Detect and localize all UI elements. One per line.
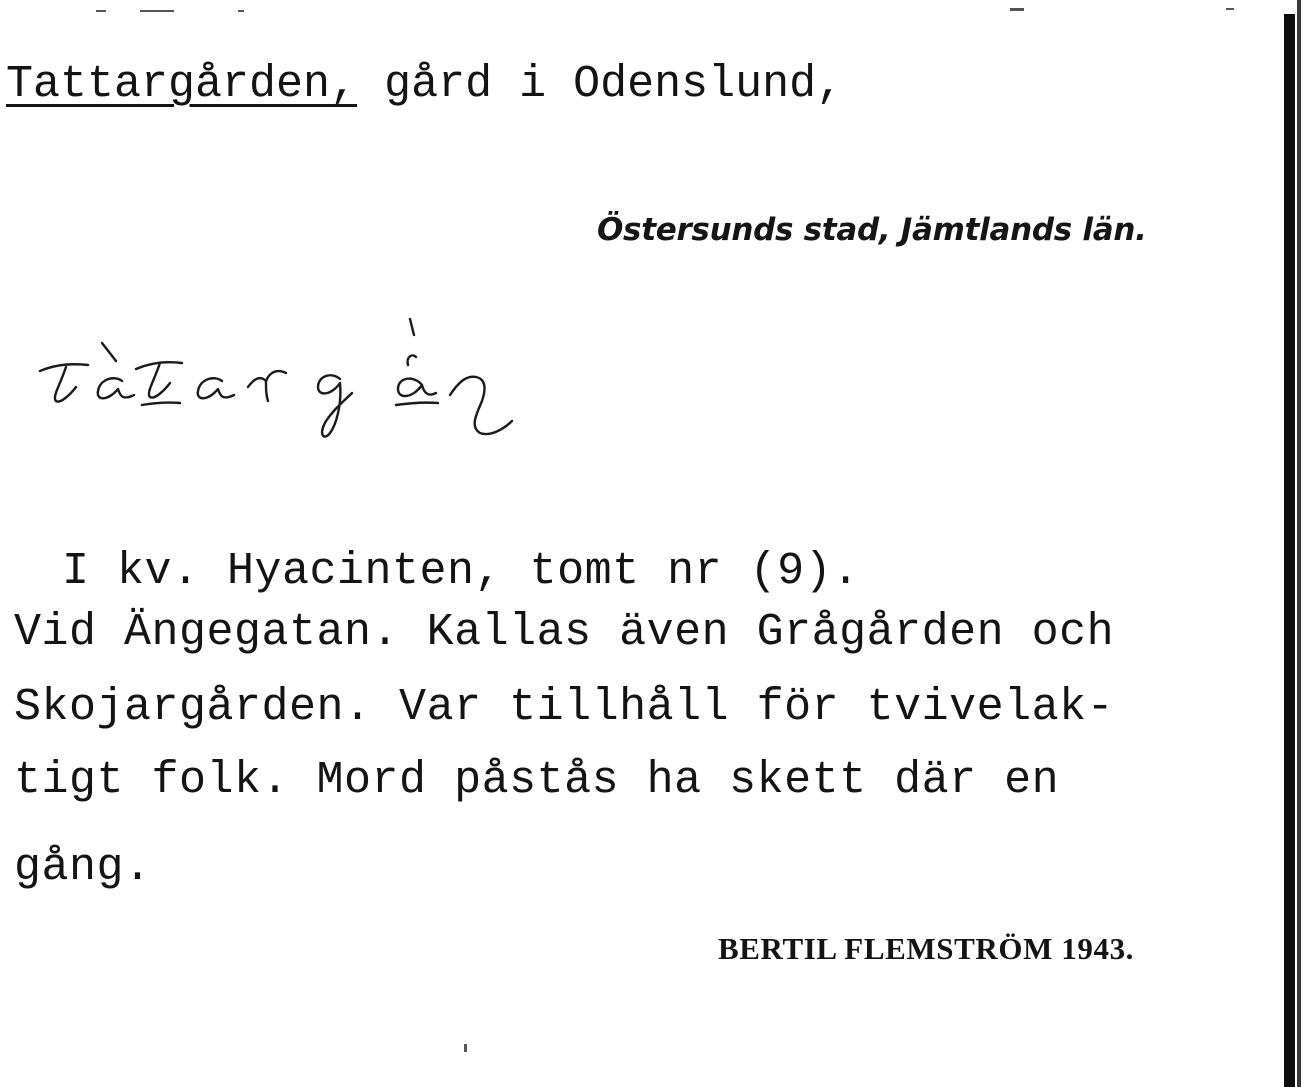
scan-speck: [238, 10, 244, 12]
handwritten-pronunciation: [30, 305, 550, 455]
body-line: Vid Ängegatan. Kallas även Grågården och: [14, 607, 1115, 658]
headword-line: [6, 59, 844, 110]
card-edge-line: [1297, 0, 1301, 1087]
location-stamp: Östersunds stad, Jämtlands län.: [597, 212, 1147, 248]
body-line: I kv. Hyacinten, tomt nr (9).: [62, 546, 860, 597]
headword-description: gård i Odenslund,: [357, 59, 844, 110]
scan-speck: [140, 10, 174, 12]
headword-term: Tattargården,: [6, 59, 358, 110]
card-edge-shadow: [1284, 14, 1295, 1087]
body-line: gång.: [14, 842, 152, 893]
signature-stamp: BERTIL FLEMSTRÖM 1943.: [718, 931, 1135, 966]
scan-speck: [464, 1044, 467, 1052]
scan-speck: [1010, 8, 1024, 11]
body-line: Skojargården. Var tillhåll för tvivelak-: [14, 682, 1115, 733]
body-line: tigt folk. Mord påstås ha skett där en: [14, 755, 1060, 806]
scan-speck: [96, 10, 106, 12]
scan-speck: [1226, 8, 1234, 10]
